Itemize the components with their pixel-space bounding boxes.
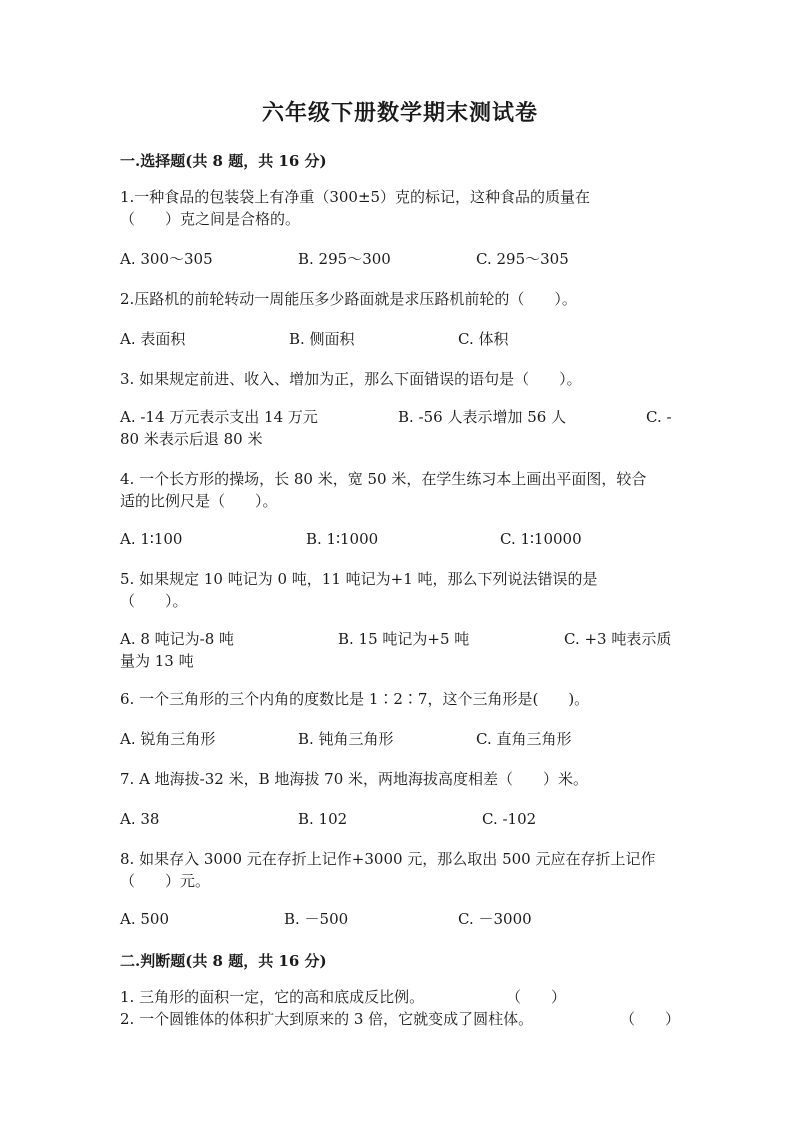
question-7-option-b: B. 102 (298, 810, 348, 828)
question-8-stem-cont: （ ）元。 (120, 872, 211, 890)
question-7-stem: 7. A 地海拔-32 米，B 地海拔 70 米，两地海拔高度相差（ ）米。 (120, 770, 589, 788)
question-6-stem: 6. 一个三角形的三个内角的度数比是 1∶2∶7，这个三角形是( )。 (120, 690, 590, 708)
question-1-stem: 1.一种食品的包装袋上有净重（300±5）克的标记，这种食品的质量在 (120, 188, 591, 206)
question-1-option-b: B. 295～300 (298, 250, 391, 268)
section-heading-judgment: 二.判断题(共 8 题，共 16 分) (120, 952, 327, 970)
question-5-option-c: C. +3 吨表示质 (564, 630, 672, 648)
question-2-option-b: B. 侧面积 (289, 330, 355, 348)
question-3-option-b: B. -56 人表示增加 56 人 (398, 408, 567, 426)
question-4-option-b: B. 1∶1000 (306, 530, 379, 548)
question-7-option-a: A. 38 (120, 810, 160, 828)
question-3-option-c-wrap: 80 米表示后退 80 米 (120, 430, 263, 448)
question-1-option-c: C. 295～305 (476, 250, 569, 268)
question-4-option-c: C. 1∶10000 (500, 530, 582, 548)
question-6-option-a: A. 锐角三角形 (120, 730, 216, 748)
question-8-stem: 8. 如果存入 3000 元在存折上记作+3000 元，那么取出 500 元应在存折上记作 (120, 850, 656, 868)
question-5-option-a: A. 8 吨记为-8 吨 (120, 630, 235, 648)
question-2-option-c: C. 体积 (458, 330, 509, 348)
question-8-option-b: B. －500 (284, 910, 349, 928)
question-2-stem: 2.压路机的前轮转动一周能压多少路面就是求压路机前轮的（ ）。 (120, 290, 577, 308)
question-3-option-a: A. -14 万元表示支出 14 万元 (120, 408, 318, 426)
judgment-2-answer-blank: （ ） (620, 1010, 681, 1028)
question-7-option-c: C. -102 (482, 810, 537, 828)
question-3-stem: 3. 如果规定前进、收入、增加为正，那么下面错误的语句是（ ）。 (120, 370, 582, 388)
question-5-option-b: B. 15 吨记为+5 吨 (338, 630, 470, 648)
question-4-stem-cont: 适的比例尺是（ ）。 (120, 492, 278, 510)
question-1-stem-cont: （ ）克之间是合格的。 (120, 210, 301, 228)
question-4-stem: 4. 一个长方形的操场，长 80 米，宽 50 米，在学生练习本上画出平面图，较合 (120, 470, 647, 488)
question-6-option-c: C. 直角三角形 (476, 730, 572, 748)
question-5-stem-cont: （ ）。 (120, 592, 188, 610)
judgment-1-answer-blank: （ ） (506, 988, 567, 1006)
page-title: 六年级下册数学期末测试卷 (261, 100, 538, 126)
question-5-stem: 5. 如果规定 10 吨记为 0 吨，11 吨记为+1 吨，那么下列说法错误的是 (120, 570, 598, 588)
question-1-option-a: A. 300～305 (120, 250, 213, 268)
judgment-2-text: 2. 一个圆锥体的体积扩大到原来的 3 倍，它就变成了圆柱体。 (120, 1010, 534, 1028)
question-2-option-a: A. 表面积 (120, 330, 186, 348)
question-8-option-a: A. 500 (120, 910, 169, 928)
question-3-option-c: C. - (646, 408, 672, 426)
question-8-option-c: C. －3000 (458, 910, 532, 928)
question-5-option-c-wrap: 量为 13 吨 (120, 652, 194, 670)
judgment-1-text: 1. 三角形的面积一定，它的高和底成反比例。 (120, 988, 425, 1006)
question-4-option-a: A. 1∶100 (120, 530, 183, 548)
section-heading-choice: 一.选择题(共 8 题，共 16 分) (120, 152, 327, 170)
question-6-option-b: B. 钝角三角形 (298, 730, 394, 748)
